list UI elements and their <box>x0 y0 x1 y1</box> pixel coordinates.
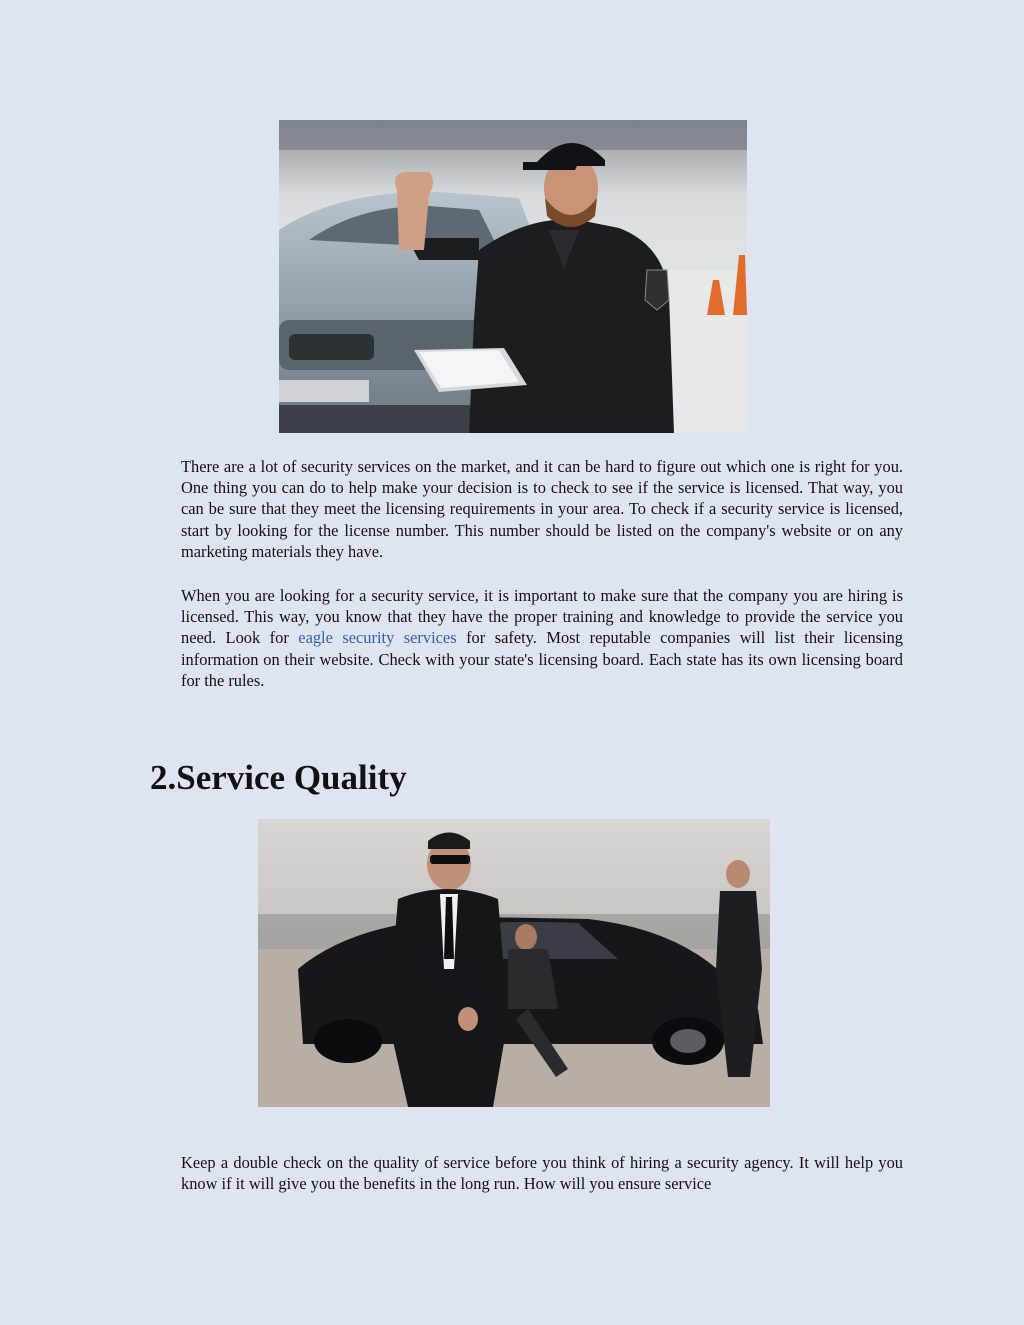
eagle-security-services-link[interactable]: eagle security services <box>298 628 457 648</box>
paragraph-text-before-link: When you are looking for a security service, it is important to make sure that the company you are hiring is licensed. This way, you know that they have the proper training and knowledge to provide the service you need. Look for <box>181 586 903 648</box>
paragraph-text-after-link: for safety. Most reputable companies will list their licensing information on their website. Check with your state's licensing board. Each state has its own licensing board for the rules. <box>181 628 903 690</box>
security-guard-photo <box>279 120 747 433</box>
paragraph-service-quality: Keep a double check on the quality of service before you think of hiring a security agency. It will help you know if it will give you the benefits in the long run. How will you ensure service <box>181 1153 903 1194</box>
section-heading: 2.Service Quality <box>150 758 407 797</box>
bodyguards-car-photo <box>258 819 770 1107</box>
paragraph-licensed-company <box>181 585 903 691</box>
paragraph-licensing-check: There are a lot of security services on the market, and it can be hard to figure out which one is right for you. One thing you can do to help make your decision is to check to see if the service is licensed. That way, you can be sure that they meet the licensing requirements in your area. To check if a security service is licensed, start by looking for the license number. This number should be listed on the company's website or on any marketing materials they have. <box>181 457 903 561</box>
